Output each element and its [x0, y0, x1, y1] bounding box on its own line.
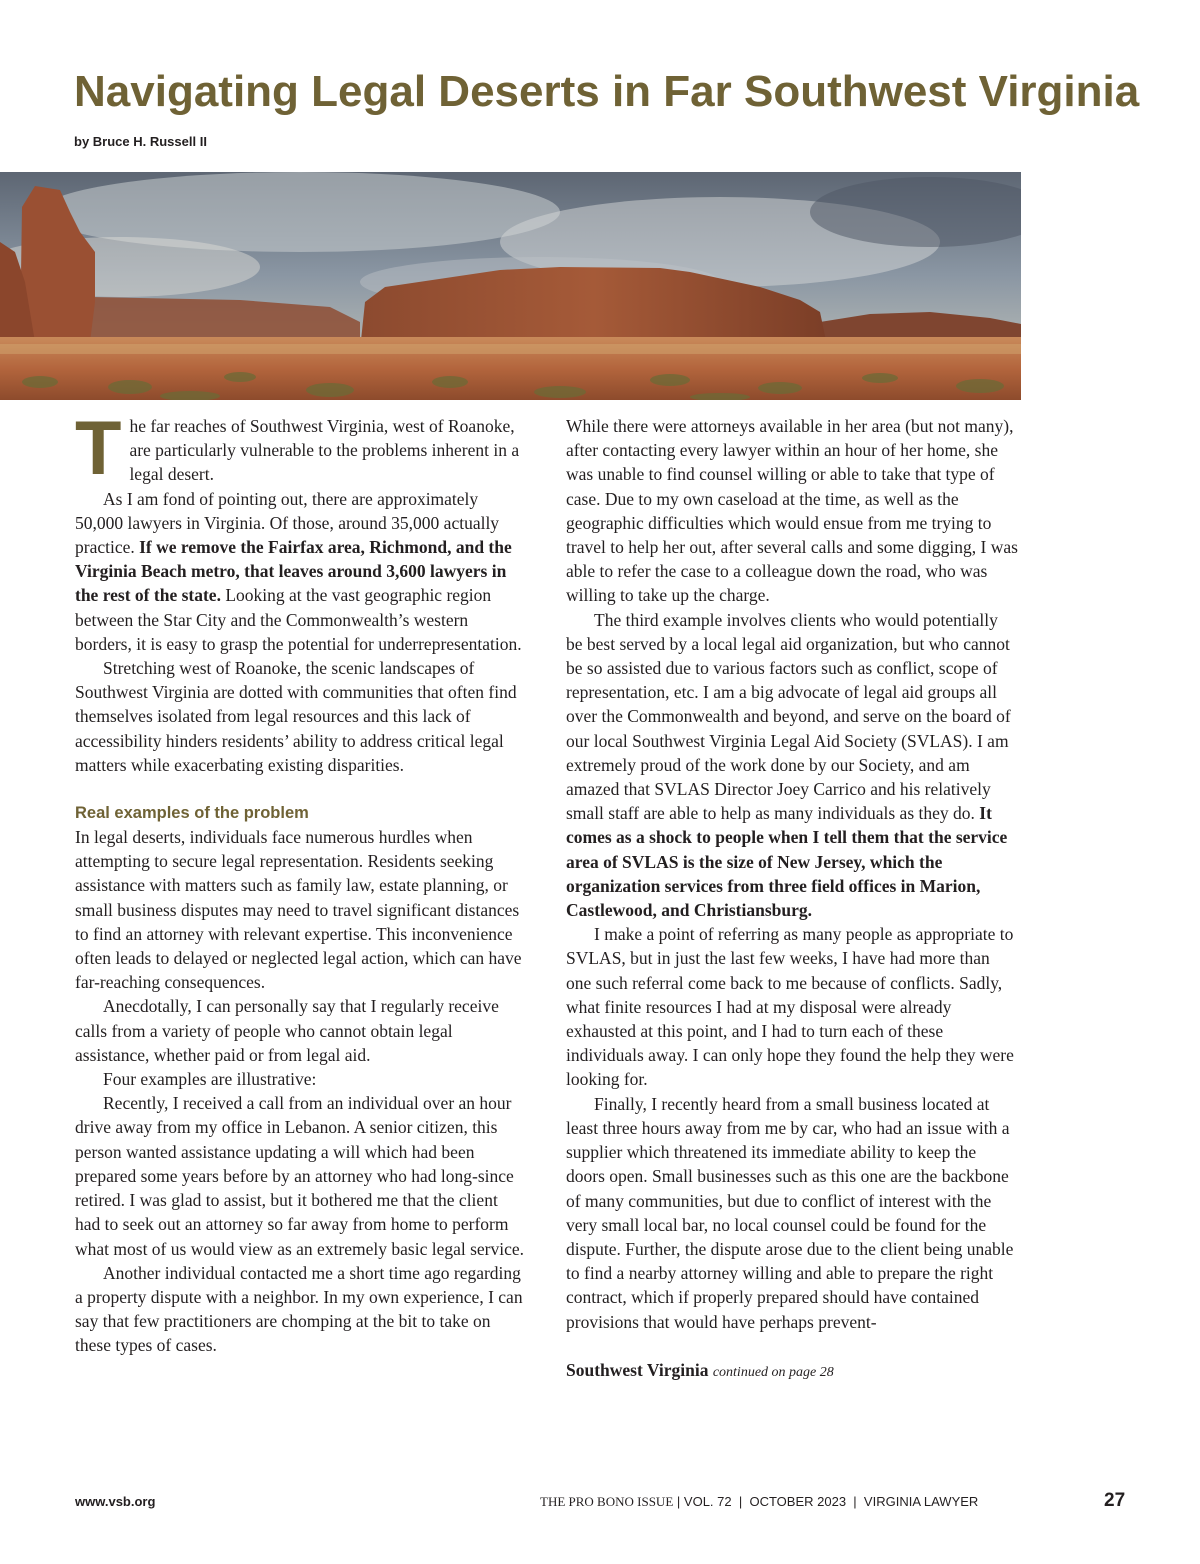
footer-date: OCTOBER 2023 — [749, 1494, 847, 1509]
body-paragraph: Finally, I recently heard from a small business located at least three hours away from me by car, who had an issue with a supplier which threatened its immediate ability to keep the doors open. Small businesses such as this one are the backbone of many communities, but due to conflict of interest with the very small local bar, no local counsel could be found for the dispute. Further, the dispute arose due to the client being unable to find a nearby attorney willing and able to prepare the right contract, which if properly prepared should have contained provisions that would have perhaps prevent- — [566, 1093, 1014, 1332]
intro-text: he far reaches of Southwest Virginia, west of Roanoke, are particularly vulnerable to the problems inherent in a legal desert. — [129, 416, 520, 485]
continued-label: Southwest Virginia — [566, 1359, 709, 1380]
body-paragraph: Stretching west of Roanoke, the scenic landscapes of Southwest Virginia are dotted with communities that often find themselves isolated from legal resources and this lack of accessibility hinders residents’ ability to address critical legal matters while exacerbating existing disparities. — [75, 658, 517, 775]
bold-text: It comes as a shock to people when I tell them that the service area of SVLAS is the size of New Jersey, which the organization services from three field offices in Marion, Castlewood, and Christiansburg. — [566, 803, 1008, 921]
article-title: Navigating Legal Deserts in Far Southwest Virginia — [74, 67, 1140, 116]
footer-magazine: VIRGINIA LAWYER — [863, 1494, 979, 1509]
footer-vol: VOL. 72 — [683, 1494, 732, 1509]
body-paragraph: In legal deserts, individuals face numerous hurdles when attempting to secure legal representation. Residents seeking assistance with matters such as family law, estate planning, or small business disputes may need to travel significant distances to find an attorney with relevant expertise. This inconvenience often leads to delayed or neglected legal action, which can have far-reaching consequences. — [75, 827, 522, 993]
byline: by Bruce H. Russell II — [74, 134, 207, 149]
page-number: 27 — [1104, 1490, 1126, 1511]
article-column-right — [566, 414, 1018, 1385]
body-paragraph: Four examples are illustrative: — [103, 1069, 317, 1090]
footer-divider: | — [849, 1494, 861, 1509]
drop-cap: T — [75, 406, 122, 491]
bold-text: If we remove the Fairfax area, Richmond, and the Virginia Beach metro, that leaves around 3,600 lawyers in the rest of the state. — [75, 537, 512, 606]
footer-url: www.vsb.org — [75, 1494, 156, 1509]
body-text: The third example involves clients who would potentially be best served by a local legal aid organization, but who cannot be so assisted due to various factors such as conflict, scope of representation, etc. I am a big advocate of legal aid groups all over the Commonwealth and beyond, and serve on the board of our local Southwest Virginia Legal Aid Society (SVLAS). I am extremely proud of the work done by our Society, and am amazed that SVLAS Director Joey Carrico and his relatively small staff are able to help as many individuals as they do. — [566, 609, 1011, 824]
body-text: Looking at the vast geographic region between the Star City and the Commonwealth’s western borders, it is easy to grasp the potential for underrepresentation. — [75, 585, 522, 654]
intro-paragraph — [75, 406, 527, 491]
body-paragraph — [566, 608, 1018, 923]
hero-landscape-image — [0, 172, 1021, 400]
footer-divider: | — [676, 1494, 681, 1509]
body-paragraph: While there were attorneys available in her area (but not many), after contacting every lawyer within an hour of her home, she was unable to find counsel willing or able to take that type of case. Due to my own caseload at the time, as well as the geographic difficulties which would ensue from me trying to travel to help her out, after several calls and some digging, I was able to refer the case to a colleague down the road, who was willing to take up the charge. — [566, 416, 1018, 606]
continued-note: continued on page 28 — [712, 1364, 834, 1380]
footer-masthead — [540, 1494, 978, 1510]
body-paragraph — [75, 487, 527, 656]
article-column-left — [75, 406, 527, 1358]
body-paragraph: Another individual contacted me a short time ago regarding a property dispute with a neighbor. In my own experience, I can say that few practitioners are chomping at the bit to take on these types of cases. — [75, 1262, 523, 1356]
section-subhead: Real examples of the problem — [75, 804, 309, 823]
footer-divider: | — [735, 1494, 746, 1509]
body-text: As I am fond of pointing out, there are approximately 50,000 lawyers in Virginia. Of those, around 35,000 actually practice. — [75, 488, 500, 558]
desert-mesa-landscape-icon — [0, 172, 1021, 400]
continued-line — [566, 1358, 1018, 1385]
body-paragraph: I make a point of referring as many people as appropriate to SVLAS, but in just the last few weeks, I have had more than one such referral come back to me because of conflicts. Sadly, what finite resources I had at my disposal were already exhausted at this point, and I had to turn each of these individuals away. I can only hope they found the help they were looking for. — [566, 924, 1014, 1090]
body-paragraph: Recently, I received a call from an individual over an hour drive away from my office in Lebanon. A senior citizen, this person wanted assistance updating a will which had been prepared some years before by an attorney who had long-since retired. I was glad to assist, but it bothered me that the client had to seek out an attorney so far away from home to perform what most of us would view as an extremely basic legal service. — [75, 1093, 525, 1259]
footer-issue: THE PRO BONO ISSUE — [540, 1494, 674, 1509]
body-paragraph: Anecdotally, I can personally say that I regularly receive calls from a variety of people who cannot obtain legal assistance, whether paid or from legal aid. — [75, 996, 499, 1065]
